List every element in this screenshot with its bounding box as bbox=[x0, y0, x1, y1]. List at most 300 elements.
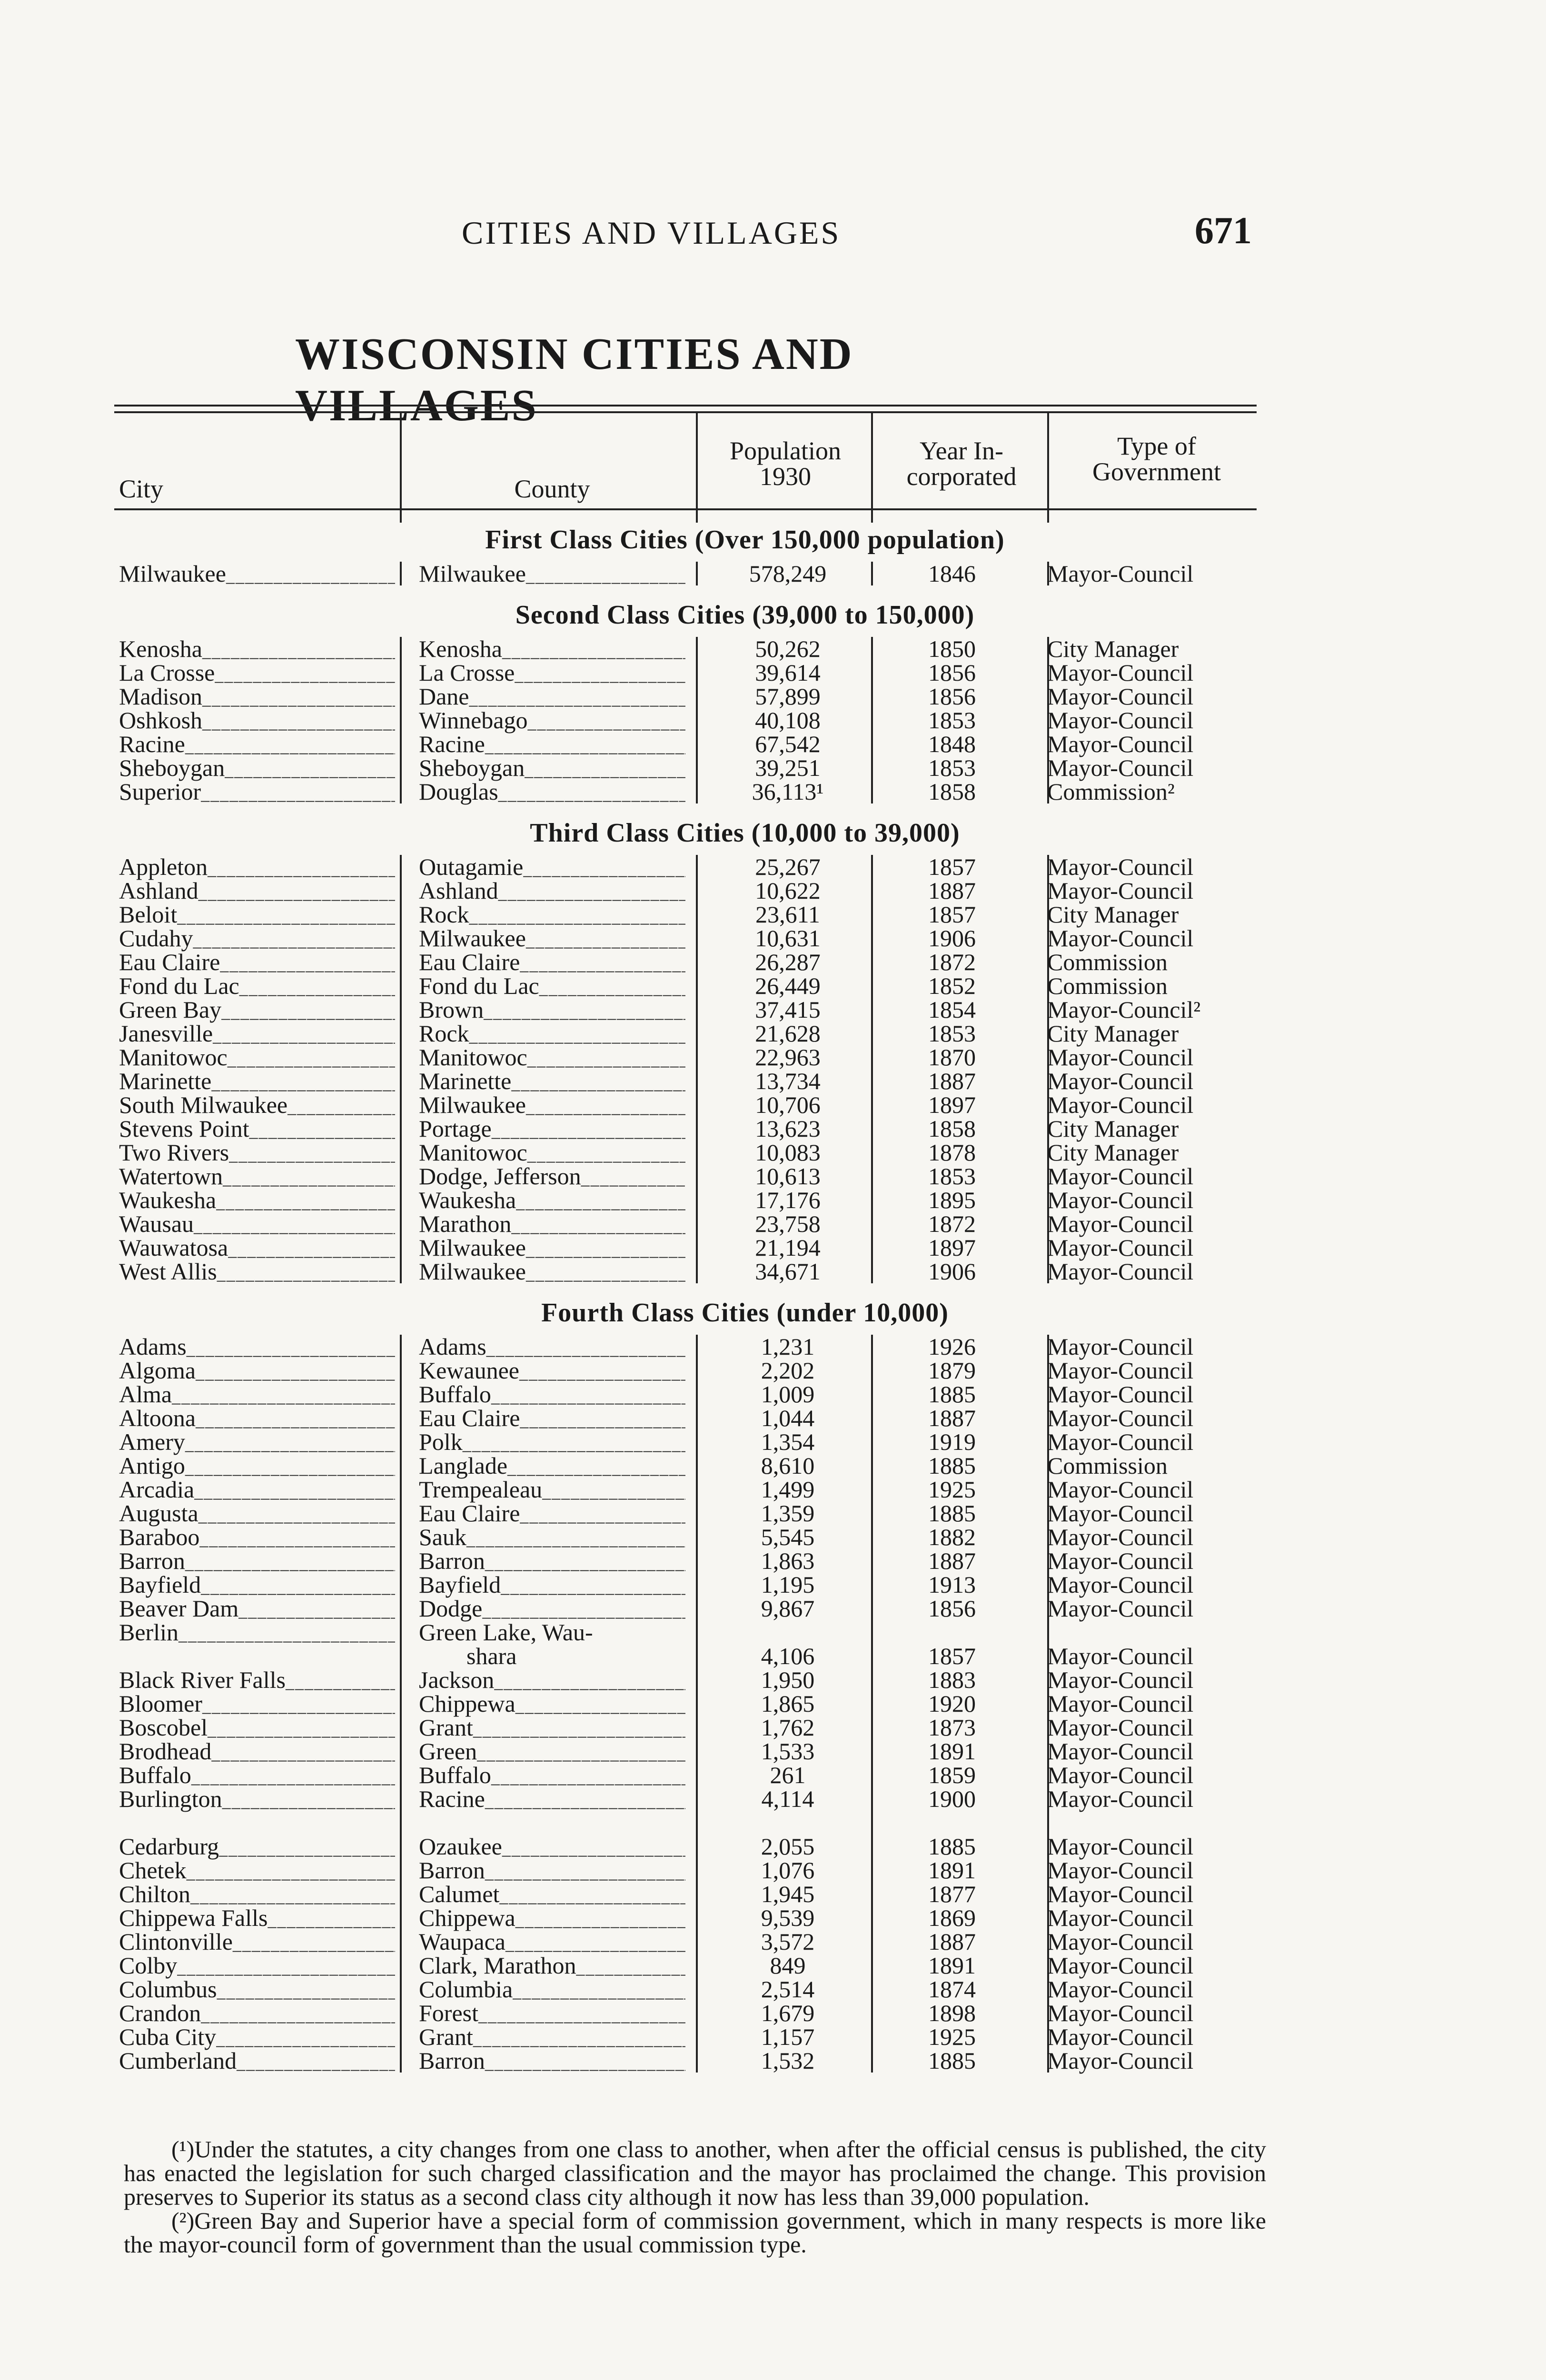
cell-year-text: 1906 bbox=[928, 925, 976, 952]
cell-county-text: Barron bbox=[419, 2049, 485, 2074]
cell-population bbox=[709, 974, 866, 998]
table-row bbox=[114, 1236, 1257, 1259]
cell-government bbox=[1047, 855, 1257, 879]
cell-county bbox=[419, 1597, 685, 1623]
dot-leader bbox=[198, 879, 395, 904]
dot-leader bbox=[492, 1117, 685, 1142]
cell-city-text: Colby bbox=[119, 1954, 178, 1979]
cell-year bbox=[871, 1716, 1033, 1739]
dot-leader bbox=[485, 2049, 685, 2074]
cell-county-text: Calumet bbox=[419, 1882, 500, 1907]
cell-city bbox=[119, 1977, 395, 2003]
cell-city bbox=[119, 1692, 395, 1718]
cell-population bbox=[709, 1977, 866, 2001]
dot-leader bbox=[233, 1930, 395, 1955]
dot-leader bbox=[513, 1977, 685, 2003]
cell-county bbox=[419, 2001, 685, 2027]
table-body bbox=[114, 525, 1257, 2073]
dot-leader bbox=[515, 1906, 685, 1931]
cell-government bbox=[1047, 1335, 1257, 1359]
cell-year-text: 1900 bbox=[928, 1785, 976, 1812]
table-row bbox=[114, 684, 1257, 708]
cell-year-text: 1853 bbox=[928, 754, 976, 781]
table-row bbox=[114, 1858, 1257, 1882]
dot-leader bbox=[511, 1069, 685, 1094]
cell-city bbox=[119, 1739, 395, 1765]
dot-leader bbox=[220, 950, 395, 975]
cell-population-text: 34,671 bbox=[755, 1258, 821, 1285]
dot-leader bbox=[238, 1597, 395, 1622]
cell-city bbox=[119, 1573, 395, 1599]
cell-population bbox=[709, 1882, 866, 1906]
cell-population-text: 13,623 bbox=[755, 1115, 821, 1142]
dot-leader bbox=[511, 1212, 685, 1237]
cell-county bbox=[419, 1212, 685, 1238]
cell-county bbox=[419, 756, 685, 782]
cell-year bbox=[871, 1906, 1033, 1930]
cell-population-text: 50,262 bbox=[755, 635, 821, 662]
table-row bbox=[114, 661, 1257, 684]
cell-county bbox=[419, 855, 685, 881]
cell-year-text: 1885 bbox=[928, 2047, 976, 2074]
cell-government-text: Mayor-Council bbox=[1047, 1952, 1194, 1979]
column-header-city: City bbox=[119, 475, 164, 503]
cell-county bbox=[419, 1021, 685, 1048]
cell-population bbox=[709, 1021, 866, 1045]
dot-leader bbox=[216, 2025, 395, 2050]
cell-government-text: Commission bbox=[1047, 949, 1168, 975]
cell-year bbox=[871, 1188, 1033, 1212]
cell-county bbox=[419, 1454, 685, 1480]
cell-government-text: Mayor-Council bbox=[1047, 683, 1194, 710]
dot-leader bbox=[527, 708, 685, 734]
dot-leader bbox=[239, 974, 395, 999]
cell-city bbox=[119, 562, 395, 588]
cell-county-text: Green Lake, Wau- bbox=[419, 1620, 593, 1646]
cell-city-text: Milwaukee bbox=[119, 562, 226, 587]
dot-leader bbox=[526, 1259, 685, 1285]
cell-city-text: Augusta bbox=[119, 1501, 198, 1527]
cell-city-text: Beloit bbox=[119, 902, 178, 928]
cell-year-text: 1913 bbox=[928, 1571, 976, 1598]
cell-year bbox=[871, 1069, 1033, 1093]
cell-population bbox=[709, 1597, 866, 1620]
cell-year bbox=[871, 732, 1033, 756]
cell-population bbox=[709, 732, 866, 756]
cell-city bbox=[119, 1882, 395, 1908]
dot-leader bbox=[199, 1525, 395, 1550]
cell-government-text: Mayor-Council bbox=[1047, 1163, 1194, 1190]
cell-population bbox=[709, 1668, 866, 1692]
cell-county-text: Kenosha bbox=[419, 637, 502, 662]
dot-leader bbox=[194, 1478, 395, 1503]
cell-city bbox=[119, 2001, 395, 2027]
cell-year-text: 1877 bbox=[928, 1881, 976, 1907]
cell-county bbox=[419, 1236, 685, 1262]
cell-population-text: 57,899 bbox=[755, 683, 821, 710]
table-row bbox=[114, 562, 1257, 585]
cell-year bbox=[871, 1335, 1033, 1359]
section-heading: First Class Cities (Over 150,000 population) bbox=[485, 525, 1005, 555]
cell-year bbox=[871, 1259, 1033, 1283]
cell-county-text: Forest bbox=[419, 2001, 478, 2026]
cell-county bbox=[419, 1430, 685, 1456]
cell-government-text: Mayor-Council bbox=[1047, 1091, 1194, 1118]
dot-leader bbox=[463, 1430, 685, 1455]
cell-population bbox=[709, 1525, 866, 1549]
cell-county bbox=[419, 1668, 685, 1694]
dot-leader bbox=[185, 1454, 395, 1479]
cell-city bbox=[119, 1787, 395, 1813]
cell-county bbox=[419, 684, 685, 711]
cell-population-text: 21,628 bbox=[755, 1020, 821, 1047]
cell-city bbox=[119, 1164, 395, 1190]
cell-city bbox=[119, 1382, 395, 1408]
cell-year-text: 1897 bbox=[928, 1091, 976, 1118]
cell-city-text: South Milwaukee bbox=[119, 1093, 288, 1118]
cell-government bbox=[1047, 1954, 1257, 1977]
table-row bbox=[114, 1478, 1257, 1501]
cell-year bbox=[871, 1236, 1033, 1259]
cell-county bbox=[419, 1259, 685, 1286]
cell-government-text: Mayor-Council bbox=[1047, 1428, 1194, 1455]
cell-government-text: Mayor-Council bbox=[1047, 1785, 1194, 1812]
cell-year-text: 1858 bbox=[928, 1115, 976, 1142]
cell-year bbox=[871, 1430, 1033, 1454]
table-row bbox=[114, 1335, 1257, 1359]
table-row bbox=[114, 780, 1257, 803]
cell-government bbox=[1047, 1188, 1257, 1212]
cell-city-text: Marinette bbox=[119, 1069, 212, 1094]
table-row bbox=[114, 1045, 1257, 1069]
cell-county-text: Green bbox=[419, 1739, 477, 1765]
cell-government-text: Mayor-Council bbox=[1047, 877, 1194, 904]
table-header bbox=[114, 413, 1257, 510]
cell-government bbox=[1047, 1716, 1257, 1739]
cell-city-text: Arcadia bbox=[119, 1478, 195, 1503]
cell-city bbox=[119, 1117, 395, 1143]
cell-city-text: Janesville bbox=[119, 1021, 213, 1047]
table-row bbox=[114, 1259, 1257, 1283]
cell-population bbox=[709, 1212, 866, 1236]
dot-leader bbox=[507, 1454, 685, 1479]
cell-county-text: Marathon bbox=[419, 1212, 512, 1237]
cell-year bbox=[871, 756, 1033, 780]
cell-city-text: Boscobel bbox=[119, 1716, 208, 1741]
cell-government-text: Mayor-Council bbox=[1047, 1762, 1194, 1788]
cell-year bbox=[871, 974, 1033, 998]
cell-county-text: Barron bbox=[419, 1549, 485, 1574]
cell-population-text: 1,950 bbox=[761, 1666, 815, 1693]
dot-leader bbox=[576, 1954, 685, 1979]
cell-year bbox=[871, 1478, 1033, 1501]
cell-government-text: Mayor-Council bbox=[1047, 1524, 1194, 1550]
cell-county-text: Chippewa bbox=[419, 1692, 515, 1717]
cell-population bbox=[709, 1930, 866, 1954]
cell-year-text: 1856 bbox=[928, 1595, 976, 1622]
cell-year bbox=[871, 1692, 1033, 1716]
cell-county-text: Ashland bbox=[419, 879, 498, 904]
cell-city bbox=[119, 902, 395, 929]
cell-county-text: Rock bbox=[419, 1021, 469, 1047]
cell-population-text: 8,610 bbox=[761, 1452, 815, 1479]
table-row bbox=[114, 950, 1257, 974]
section-heading: Third Class Cities (10,000 to 39,000) bbox=[530, 818, 960, 848]
dot-leader bbox=[185, 1549, 395, 1574]
cell-city bbox=[119, 1359, 395, 1385]
cell-year-text: 1872 bbox=[928, 1210, 976, 1237]
cell-year bbox=[871, 1501, 1033, 1525]
cell-city-text: Crandon bbox=[119, 2001, 201, 2026]
cell-population bbox=[709, 1045, 866, 1069]
cell-government-text: Mayor-Council bbox=[1047, 2047, 1194, 2074]
table-row bbox=[114, 1930, 1257, 1954]
cell-county bbox=[419, 1692, 685, 1718]
cell-population-text: 1,076 bbox=[761, 1857, 815, 1884]
cell-population bbox=[709, 637, 866, 661]
cell-city bbox=[119, 2049, 395, 2075]
cell-city bbox=[119, 1906, 395, 1932]
cell-city-text: Stevens Point bbox=[119, 1117, 249, 1142]
cell-year-text: 1853 bbox=[928, 707, 976, 734]
cell-population bbox=[709, 562, 866, 585]
cell-year bbox=[871, 1359, 1033, 1382]
cell-government bbox=[1047, 1739, 1257, 1763]
dot-leader bbox=[526, 1093, 685, 1118]
dot-leader bbox=[502, 1835, 685, 1860]
cell-county-text: Milwaukee bbox=[419, 1259, 526, 1285]
cell-year bbox=[871, 1021, 1033, 1045]
cell-population bbox=[709, 1164, 866, 1188]
cell-year-text: 1859 bbox=[928, 1762, 976, 1788]
cell-county-text: Ozaukee bbox=[419, 1835, 502, 1860]
cell-city bbox=[119, 1259, 395, 1286]
page-number: 671 bbox=[1195, 210, 1252, 252]
cell-government bbox=[1047, 732, 1257, 756]
cell-county-text: Grant bbox=[419, 2025, 473, 2050]
cell-year bbox=[871, 1882, 1033, 1906]
dot-leader bbox=[187, 1858, 395, 1884]
cell-county-text: Portage bbox=[419, 1117, 492, 1142]
cell-county-text: Jackson bbox=[419, 1668, 495, 1693]
cell-government bbox=[1047, 1236, 1257, 1259]
cell-county bbox=[419, 1478, 685, 1504]
cell-government-text: Commission² bbox=[1047, 778, 1175, 805]
cell-county bbox=[419, 1501, 685, 1527]
cell-population-text: 10,631 bbox=[755, 925, 821, 952]
cell-population-text: 21,194 bbox=[755, 1234, 821, 1261]
cell-county-text: Douglas bbox=[419, 780, 498, 805]
table-row bbox=[114, 1021, 1257, 1045]
cell-population-text: 261 bbox=[770, 1762, 806, 1788]
cell-population-text: 849 bbox=[770, 1952, 806, 1979]
cell-county-text: Clark, Marathon bbox=[419, 1954, 576, 1979]
dot-leader bbox=[469, 684, 686, 710]
running-head bbox=[119, 210, 1252, 257]
cell-government-text: Mayor-Council bbox=[1047, 1928, 1194, 1955]
table-row bbox=[114, 1954, 1257, 1977]
cell-year bbox=[871, 1977, 1033, 2001]
cell-population-text: 2,202 bbox=[761, 1357, 815, 1384]
cell-population-text: 1,231 bbox=[761, 1333, 815, 1360]
cell-city-text: Baraboo bbox=[119, 1525, 200, 1550]
cell-government bbox=[1047, 1212, 1257, 1236]
cell-county-text: Outagamie bbox=[419, 855, 524, 880]
column-divider bbox=[1047, 413, 1049, 523]
cell-population-text: 1,499 bbox=[761, 1476, 815, 1503]
cell-city bbox=[119, 1930, 395, 1956]
cell-county-text: Milwaukee bbox=[419, 1093, 526, 1118]
cell-year bbox=[871, 1835, 1033, 1858]
cell-government bbox=[1047, 1501, 1257, 1525]
cell-government bbox=[1047, 1525, 1257, 1549]
cell-government bbox=[1047, 756, 1257, 780]
cell-city-text: Clintonville bbox=[119, 1930, 233, 1955]
cell-government bbox=[1047, 1597, 1257, 1620]
cell-government-text: Mayor-Council bbox=[1047, 560, 1194, 587]
table-row bbox=[114, 1117, 1257, 1140]
cell-county-text: Eau Claire bbox=[419, 1406, 520, 1431]
cell-year bbox=[871, 879, 1033, 902]
table-row bbox=[114, 1763, 1257, 1787]
cell-population bbox=[709, 902, 866, 926]
cell-year bbox=[871, 1406, 1033, 1430]
cell-year bbox=[871, 902, 1033, 926]
cell-year-text: 1887 bbox=[928, 1405, 976, 1431]
cell-year bbox=[871, 1117, 1033, 1140]
cell-city-text: Madison bbox=[119, 684, 202, 710]
cell-population bbox=[709, 855, 866, 879]
table-row bbox=[114, 2025, 1257, 2049]
cell-population-text: 1,865 bbox=[761, 1690, 815, 1717]
cell-population bbox=[709, 1787, 866, 1811]
cell-county-continuation: shara bbox=[466, 1643, 517, 1668]
cell-city bbox=[119, 1212, 395, 1238]
dot-leader bbox=[515, 661, 685, 686]
cell-government bbox=[1047, 1787, 1257, 1811]
cell-year-text: 1854 bbox=[928, 996, 976, 1023]
cell-government bbox=[1047, 2001, 1257, 2025]
cell-government-text: Mayor-Council bbox=[1047, 754, 1194, 781]
cell-government bbox=[1047, 1930, 1257, 1954]
dot-leader bbox=[478, 2001, 685, 2026]
dot-leader bbox=[228, 1045, 395, 1071]
cell-government-text: Mayor-Council bbox=[1047, 1714, 1194, 1741]
table-row bbox=[114, 1835, 1257, 1858]
cell-year bbox=[871, 1739, 1033, 1763]
cell-population-text: 1,157 bbox=[761, 2023, 815, 2050]
cell-population bbox=[709, 1069, 866, 1093]
cell-population bbox=[709, 1430, 866, 1454]
dot-leader bbox=[485, 1858, 685, 1884]
cell-year-text: 1850 bbox=[928, 635, 976, 662]
cell-population-text: 1,762 bbox=[761, 1714, 815, 1741]
dot-leader bbox=[249, 1117, 395, 1142]
cell-population-text: 1,679 bbox=[761, 2000, 815, 2026]
cell-population bbox=[709, 1406, 866, 1430]
cell-government bbox=[1047, 780, 1257, 803]
cell-year bbox=[871, 1164, 1033, 1188]
dot-leader bbox=[527, 1045, 685, 1071]
cell-government bbox=[1047, 879, 1257, 902]
dot-leader bbox=[498, 879, 685, 904]
cell-county-text: Kewaunee bbox=[419, 1359, 519, 1384]
cell-government-text: Mayor-Council bbox=[1047, 1381, 1194, 1408]
cell-government bbox=[1047, 1359, 1257, 1382]
cell-government bbox=[1047, 1454, 1257, 1478]
cell-county-text: La Crosse bbox=[419, 661, 515, 686]
cell-county-text: Dodge, Jefferson bbox=[419, 1164, 581, 1190]
cell-population bbox=[709, 1093, 866, 1117]
cell-county-text: Polk bbox=[419, 1430, 463, 1455]
cell-city-text: Eau Claire bbox=[119, 950, 220, 975]
cell-government bbox=[1047, 1093, 1257, 1117]
dot-leader bbox=[225, 756, 395, 781]
dot-leader bbox=[190, 1882, 395, 1907]
cell-year-text: 1878 bbox=[928, 1139, 976, 1166]
cell-population bbox=[709, 2025, 866, 2049]
cell-government-text: Mayor-Council bbox=[1047, 731, 1194, 757]
cell-county bbox=[419, 1525, 685, 1551]
cell-population bbox=[709, 1739, 866, 1763]
cell-government-text: Mayor-Council bbox=[1047, 1476, 1194, 1503]
cell-population bbox=[709, 1763, 866, 1787]
dot-leader bbox=[201, 1573, 395, 1598]
cell-city bbox=[119, 1021, 395, 1048]
cell-population-text: 17,176 bbox=[755, 1187, 821, 1213]
cell-city-text: Racine bbox=[119, 732, 185, 757]
cell-population bbox=[709, 661, 866, 684]
cell-population bbox=[709, 1236, 866, 1259]
cell-county bbox=[419, 1930, 685, 1956]
cell-government bbox=[1047, 684, 1257, 708]
cell-population bbox=[709, 1858, 866, 1882]
cell-county bbox=[419, 974, 685, 1000]
dot-leader bbox=[526, 926, 685, 952]
cell-county bbox=[419, 1164, 685, 1190]
cell-city-text: Oshkosh bbox=[119, 708, 203, 734]
table-row bbox=[114, 708, 1257, 732]
cell-population bbox=[709, 1335, 866, 1359]
cell-year bbox=[871, 684, 1033, 708]
cell-city bbox=[119, 708, 395, 734]
cell-city-text: Chippewa Falls bbox=[119, 1906, 268, 1931]
dot-leader bbox=[581, 1164, 685, 1190]
cell-year bbox=[871, 1573, 1033, 1597]
cell-year-text: 1887 bbox=[928, 1068, 976, 1094]
cell-government bbox=[1047, 1573, 1257, 1597]
cell-government bbox=[1047, 661, 1257, 684]
cell-population bbox=[709, 950, 866, 974]
cell-government bbox=[1047, 1259, 1257, 1283]
cell-county-text: Winnebago bbox=[419, 708, 528, 734]
cell-year bbox=[871, 1212, 1033, 1236]
cell-city bbox=[119, 879, 395, 905]
cell-government bbox=[1047, 1882, 1257, 1906]
table-row bbox=[114, 2001, 1257, 2025]
dot-leader bbox=[208, 855, 395, 880]
cell-county bbox=[419, 1716, 685, 1742]
column-divider bbox=[400, 413, 402, 523]
table-row bbox=[114, 974, 1257, 998]
cell-city-text: Berlin bbox=[119, 1620, 178, 1646]
cell-year bbox=[871, 1093, 1033, 1117]
cell-government-text: Mayor-Council bbox=[1047, 1044, 1194, 1071]
cell-year bbox=[871, 950, 1033, 974]
cell-population-text: 9,867 bbox=[761, 1595, 815, 1622]
cell-year-text: 1887 bbox=[928, 1547, 976, 1574]
cell-year bbox=[871, 1930, 1033, 1954]
